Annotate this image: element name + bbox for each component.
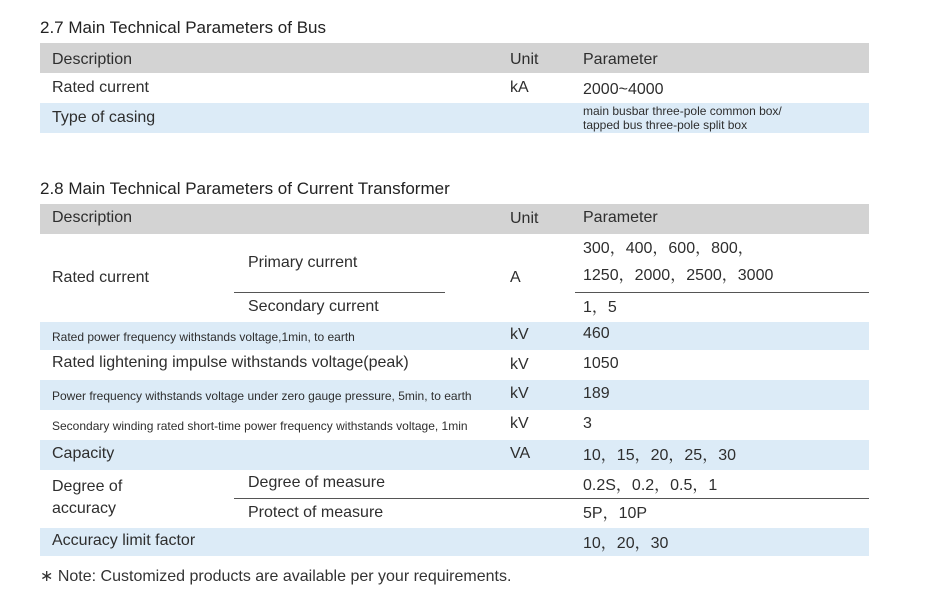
ct-degree-of-measure-label: Degree of measure [248,474,385,491]
bus-table-title: 2.7 Main Technical Parameters of Bus [40,18,326,37]
ct-header-description: Description [52,209,133,226]
bus-row-casing-description: Type of casing [52,109,156,126]
ct-row-limit-parameter: 10，20，30 [583,535,669,552]
ct-row-impulse-description: Rated lightening impulse withstands voltage(peak) [52,354,409,371]
ct-table-title: 2.8 Main Technical Parameters of Current Transformer [40,179,450,198]
ct-row-limit-description: Accuracy limit factor [52,532,196,549]
ct-row-pf-withstand-description: Rated power frequency withstands voltage,1min, to earth [52,330,355,344]
ct-primary-current-label: Primary current [248,254,358,271]
bus-row-casing-parameter-line1: main busbar three-pole common box/ [583,104,782,118]
bus-row-rated-current-unit: kA [510,79,529,96]
ct-accuracy-label-line2: accuracy [52,500,117,517]
bus-table-header [40,43,869,73]
ct-row-secondary-winding-unit: kV [510,415,529,432]
ct-row-secondary-winding-description: Secondary winding rated short-time power frequency withstands voltage, 1min [52,419,468,433]
ct-primary-current-values-line1: 300，400，600，800， [583,240,754,257]
ct-row-pf-withstand-parameter: 460 [583,325,610,342]
ct-protect-of-measure-label: Protect of measure [248,504,384,521]
ct-degree-of-measure-value: 0.2S，0.2，0.5，1 [583,477,718,494]
ct-protect-of-measure-value: 5P，10P [583,505,648,522]
bus-header-description: Description [52,51,133,68]
ct-row-impulse-parameter: 1050 [583,355,619,372]
bus-header-unit: Unit [510,51,539,68]
ct-primary-secondary-divider [234,292,445,293]
ct-row-zero-gauge-parameter: 189 [583,385,610,402]
ct-row-secondary-winding-parameter: 3 [583,415,592,432]
ct-header-parameter: Parameter [583,209,658,226]
bus-row-casing-parameter-line2: tapped bus three-pole split box [583,118,748,132]
ct-rated-current-label: Rated current [52,269,149,286]
ct-table-header [40,204,869,234]
ct-secondary-current-value: 1，5 [583,299,617,316]
ct-row-zero-gauge-unit: kV [510,385,529,402]
ct-primary-current-values-line2: 1250，2000，2500，3000 [583,267,774,284]
ct-rated-current-unit: A [510,269,521,286]
footnote: ∗ Note: Customized products are available per your requirements. [40,568,512,585]
bus-row-rated-current-parameter: 2000~4000 [583,81,664,98]
ct-row-impulse-unit: kV [510,356,529,373]
bus-row-rated-current-description: Rated current [52,79,149,96]
ct-accuracy-divider [234,498,869,499]
ct-row-zero-gauge-description: Power frequency withstands voltage under zero gauge pressure, 5min, to earth [52,389,472,403]
ct-header-unit: Unit [510,210,539,227]
ct-row-capacity-description: Capacity [52,445,115,462]
ct-row-pf-withstand-unit: kV [510,326,529,343]
bus-header-parameter: Parameter [583,51,658,68]
ct-row-capacity-parameter: 10，15，20，25，30 [583,447,736,464]
ct-accuracy-label-line1: Degree of [52,478,123,495]
ct-row-capacity-unit: VA [510,445,531,462]
ct-primary-secondary-divider-right [575,292,869,293]
ct-row-capacity-band [40,440,869,470]
ct-secondary-current-label: Secondary current [248,298,379,315]
